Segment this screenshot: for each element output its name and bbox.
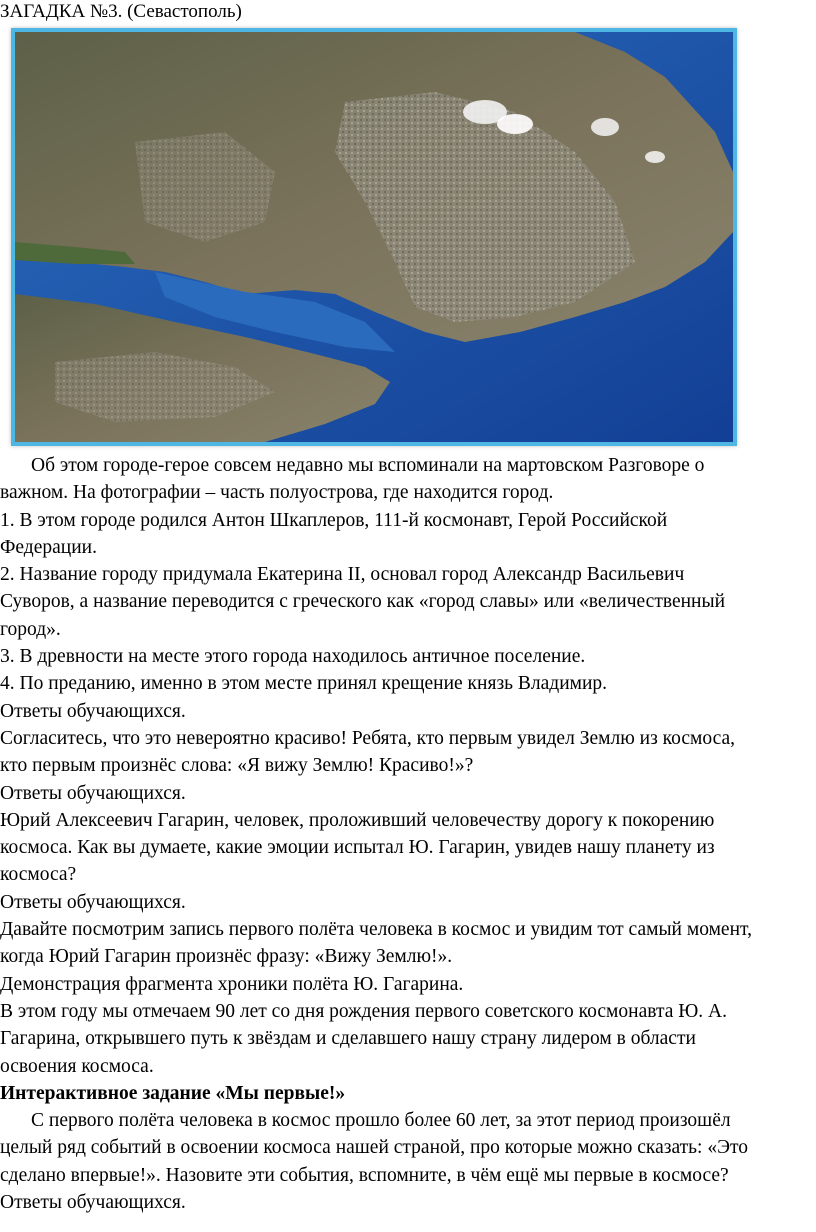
paragraph-line: целый ряд событий в освоении космоса нашей страной, про которые можно сказать: «Это [0, 1137, 748, 1159]
satellite-photo-image [15, 32, 733, 442]
paragraph-line: кто первым произнёс слова: «Я вижу Землю! Красиво!»? [0, 755, 474, 777]
paragraph-line: космоса? [0, 864, 77, 886]
paragraph-line: Давайте посмотрим запись первого полёта человека в космос и увидим тот самый момент, [0, 919, 752, 941]
paragraph-line: В этом году мы отмечаем 90 лет со дня рождения первого советского космонавта Ю. А. [0, 1000, 728, 1022]
paragraph-line: С первого полёта человека в космос прошло более 60 лет, за этот период произошёл [31, 1110, 731, 1132]
paragraph-line: Согласитесь, что это невероятно красиво! Ребята, кто первым увидел Землю из космоса, [0, 727, 736, 749]
student-answers-note: Ответы обучающихся. [0, 891, 186, 913]
document-body [0, 452, 816, 1216]
student-answers-note: Ответы обучающихся. [0, 700, 186, 722]
paragraph-line: важном. На фотографии – часть полуострова, где находится город. [0, 482, 554, 504]
paragraph-line: Юрий Алексеевич Гагарин, человек, проложивший человечеству дорогу к покорению [0, 809, 715, 831]
student-answers-note: Ответы обучающихся. [0, 782, 186, 804]
paragraph-line: когда Юрий Гагарин произнёс фразу: «Вижу Землю!». [0, 946, 453, 968]
list-item-2: 2. Название городу придумала Екатерина II, основал город Александр Васильевич [0, 564, 685, 586]
list-item-1: 1. В этом городе родился Антон Шкаплеров, 111-й космонавт, Герой Российской [0, 509, 668, 531]
paragraph-line: Федерации. [0, 536, 97, 558]
paragraph-line: город». [0, 618, 61, 640]
list-item-3: 3. В древности на месте этого города находилось античное поселение. [0, 646, 586, 668]
paragraph-line: Гагарина, открывшего путь к звёздам и сделавшего нашу страну лидером в области [0, 1028, 696, 1050]
paragraph-line: освоения космоса. [0, 1055, 154, 1077]
paragraph-line: сделано впервые!». Назовите эти события, вспомните, в чём ещё мы первые в космосе? [0, 1164, 729, 1186]
riddle-title: ЗАГАДКА №3. (Севастополь) [0, 1, 242, 22]
paragraph-line: космоса. Как вы думаете, какие эмоции испытал Ю. Гагарин, увидев нашу планету из [0, 837, 715, 859]
paragraph-line: Суворов, а название переводится с греческого как «город славы» или «величественный [0, 591, 726, 613]
section-heading: Интерактивное задание «Мы первые!» [0, 1082, 346, 1104]
paragraph-line: Демонстрация фрагмента хроники полёта Ю. Гагарина. [0, 973, 464, 995]
student-answers-note: Ответы обучающихся. [0, 1192, 186, 1214]
satellite-photo [11, 28, 737, 446]
paragraph-intro: Об этом городе-герое совсем недавно мы вспоминали на мартовском Разговоре о [31, 455, 705, 476]
list-item-4: 4. По преданию, именно в этом месте принял крещение князь Владимир. [0, 673, 608, 695]
